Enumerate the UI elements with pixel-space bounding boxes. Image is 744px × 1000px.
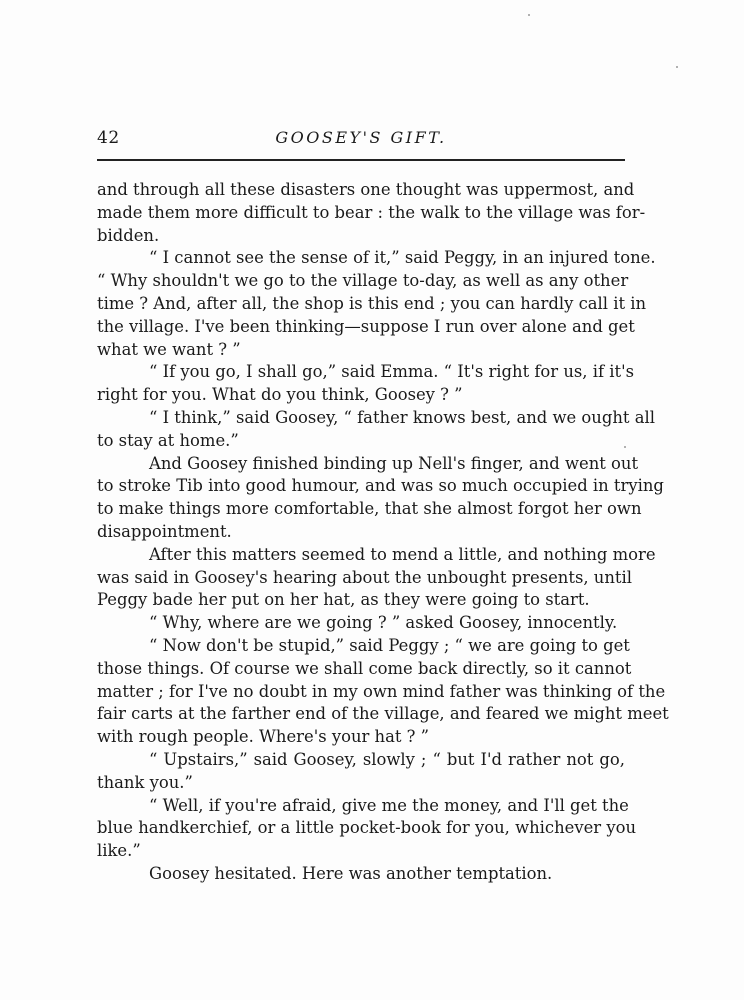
body-text: [97, 179, 669, 886]
running-title: GOOSEY'S GIFT.: [275, 128, 447, 147]
text-line: “ Why, where are we going ? ” asked Goosey, innocently.: [149, 613, 618, 633]
text-line: “ Why shouldn't we go to the village to-day, as well as any other: [97, 271, 629, 291]
text-line: “ Well, if you're afraid, give me the money, and I'll get the: [149, 795, 629, 815]
page-header: [97, 128, 625, 154]
text-line: thank you.”: [97, 772, 193, 792]
text-line: the village. I've been thinking—suppose I run over alone and get: [97, 316, 635, 336]
text-line: with rough people. Where's your hat ? ”: [97, 727, 430, 747]
text-line: bidden.: [97, 225, 160, 245]
paper-speck: [676, 66, 678, 68]
text-line: like.”: [97, 841, 141, 861]
paper-speck: [528, 14, 530, 16]
text-line: to make things more comfortable, that she almost forgot her own: [97, 499, 642, 519]
text-line: and through all these disasters one thought was uppermost, and: [97, 180, 635, 199]
text-line: “ I cannot see the sense of it,” said Peggy, in an injured tone.: [149, 248, 656, 268]
text-line: “ I think,” said Goosey, “ father knows best, and we ought all: [149, 407, 655, 427]
text-line: blue handkerchief, or a little pocket-book for you, whichever you: [97, 818, 637, 838]
text-line: right for you. What do you think, Goosey ? ”: [97, 385, 463, 405]
text-line: was said in Goosey's hearing about the unbought presents, until: [97, 567, 632, 587]
text-line: And Goosey finished binding up Nell's finger, and went out: [149, 453, 639, 473]
text-line: made them more difficult to bear : the walk to the village was for-: [97, 202, 646, 222]
text-line: to stroke Tib into good humour, and was so much occupied in trying: [97, 476, 664, 496]
text-line: Peggy bade her put on her hat, as they were going to start.: [97, 590, 590, 610]
text-line: “ If you go, I shall go,” said Emma. “ It's right for us, if it's: [149, 362, 634, 382]
text-line: time ? And, after all, the shop is this end ; you can hardly call it in: [97, 293, 647, 313]
text-line: “ Upstairs,” said Goosey, slowly ; “ but I'd rather not go,: [149, 749, 625, 769]
text-line: to stay at home.”: [97, 430, 239, 450]
text-line: Goosey hesitated. Here was another temptation.: [149, 863, 553, 883]
text-line: fair carts at the farther end of the village, and feared we might meet: [97, 704, 669, 724]
header-rule: [97, 159, 625, 161]
page-number: 42: [97, 128, 120, 148]
text-line: After this matters seemed to mend a little, and nothing more: [149, 544, 656, 564]
text-line: matter ; for I've no doubt in my own mind father was thinking of the: [97, 681, 666, 701]
text-line: disappointment.: [97, 521, 232, 541]
text-line: those things. Of course we shall come back directly, so it cannot: [97, 658, 632, 678]
text-line: what we want ? ”: [97, 339, 241, 359]
text-line: “ Now don't be stupid,” said Peggy ; “ we are going to get: [149, 635, 630, 655]
